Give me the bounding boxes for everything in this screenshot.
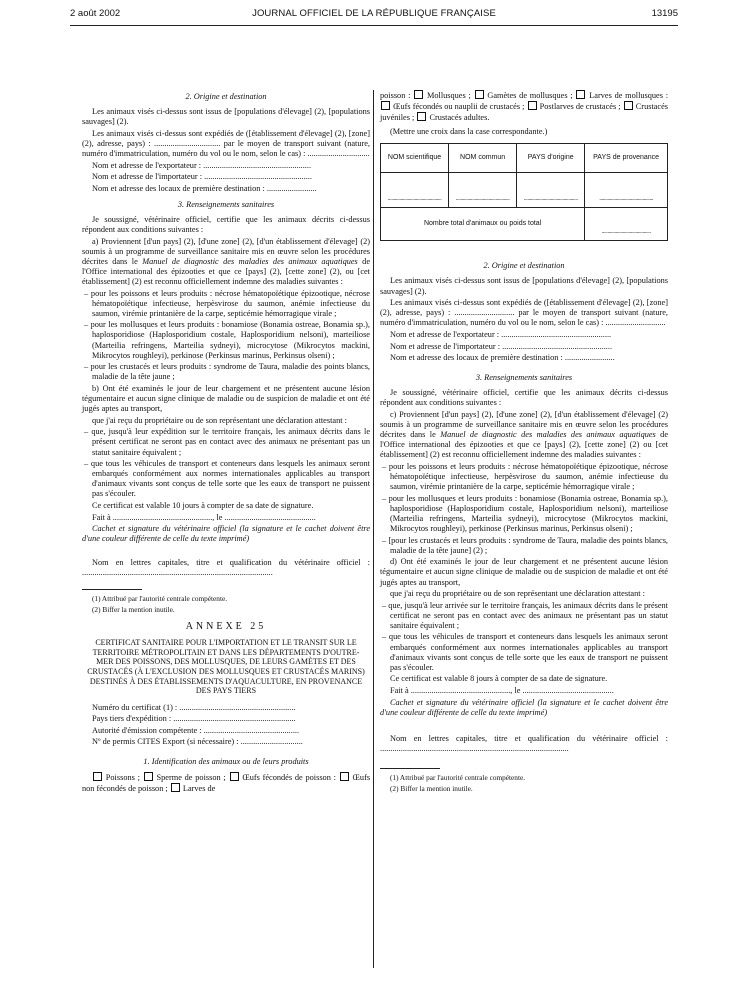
checkbox-crustaces-adultes[interactable] <box>417 112 426 121</box>
label-oeufs-non-fecondes: Œufs non fécondés de poisson ; <box>82 772 371 793</box>
identification-heading: 1. Identification des animaux ou de leurs produits <box>143 756 309 766</box>
right-intro: Je soussigné, vétérinaire officiel, certifie que les animaux décrits ci-dessus répondent aux conditions suivantes : <box>380 388 668 408</box>
left-fish-diseases: – pour les poissons et leurs produits : nécrose hématopoïétique épizootique, nécrose hématopoïétique infectieuse, herpèsvirose du saumon, anémie infectieuse du saumon, virémie printanière de la carpe, septicémie hémorragique virale ; <box>84 288 370 318</box>
left-importer: Nom et adresse de l'importateur : .................................................... <box>92 172 312 182</box>
left-condition-b: b) Ont été examinés le jour de leur chargement et ne présentent aucune lésion tégumentaire et aucun signe clinique de maladie ou de suspicion de maladie et ont été jugés aptes au transport, <box>82 383 370 414</box>
species-checkboxes-left <box>82 772 370 794</box>
left-origin-p2: Les animaux visés ci-dessus sont expédiés de ([établissement d'élevage] (2), [zone] (2), adresse, pays) : ................................ par le moyen de transport suivant (nature, numéro d'immatriculation, numéro du vol ou le nom, selon le cas) : .............................. <box>82 128 370 158</box>
right-c-start: c) Proviennent [d'un pays] (2), [d'une zone] (2), [d'un établissement d'élevage] (2) soumis à un programme de surveillance sanitaire mis en œuvre selon les procédures décrites dans le <box>380 410 668 440</box>
right-declaration-1: – que, jusqu'à leur arrivée sur le territoire français, les animaux décrits dans le présent certificat ne seront pas en contact avec des animaux ne présentant pas un statut sanitaire équivalent ; <box>382 600 668 630</box>
right-fish-diseases: – pour les poissons et leurs produits : nécrose hématopoïétique épizootique, nécrose hématopoïétique infectieuse, herpèsvirose du saumon, anémie infectieuse du saumon, virémie printanière de la carpe, septicémie hémorragique virale ; <box>382 461 668 492</box>
left-intro: Je soussigné, vétérinaire officiel, certifie que les animaux décrits ci-dessus répondent aux conditions suivantes : <box>82 214 370 235</box>
checkbox-larves-mollusques[interactable] <box>576 90 585 99</box>
header-journal-title: JOURNAL OFFICIEL DE LA RÉPUBLIQUE FRANÇAISE <box>252 8 496 19</box>
right-declaration-2: – que tous les véhicules de transport et conteneurs dans lesquels les animaux seront embarqués conformément aux normes internationales applicables au transport d'animaux vivants sont conçus de telle sorte que les eaux de transport ne puissent pas s'écouler. <box>382 632 668 672</box>
left-crustacean-diseases: – pour les crustacés et leurs produits : syndrome de Taura, maladie des points blancs, maladie de la tête jaune ; <box>84 362 370 382</box>
right-premises: Nom et adresse des locaux de première destination : ........................ <box>390 353 615 363</box>
left-validity: Ce certificat est valable 10 jours à compter de sa date de signature. <box>92 500 314 510</box>
left-origin-heading: 2. Origine et destination <box>185 92 267 101</box>
label-mollusques: Mollusques ; <box>427 91 471 100</box>
right-fait: Fait à ................................................, le ............................................ <box>390 685 614 695</box>
header-date: 2 août 2002 <box>70 8 121 19</box>
checkbox-poissons[interactable] <box>93 772 102 781</box>
page-header <box>70 8 678 22</box>
checkbox-mollusques[interactable] <box>414 90 423 99</box>
cites-permit: Nº de permis CITES Export (si nécessaire) : .............................. <box>92 737 303 747</box>
right-origin-p1: Les animaux visés ci-dessus sont issus de [populations d'élevage] (2), [populations sauvages] (2). <box>380 276 668 296</box>
checkbox-postlarves[interactable] <box>528 101 537 110</box>
left-footnote-1: (1) Attribué par l'autorité centrale compétente. <box>92 593 228 603</box>
header-rule <box>70 25 678 26</box>
col-origin-country: PAYS d'origine <box>517 144 585 173</box>
checkbox-larves-poisson[interactable] <box>171 783 180 792</box>
right-sanitary-heading: 3. Renseignements sanitaires <box>475 373 573 383</box>
annex-title: CERTIFICAT SANITAIRE POUR L'IMPORTATION ET LE TRANSIT SUR LE TERRITOIRE MÉTROPOLITAIN ET DANS LES DÉPARTEMENTS D'OUTRE-MER DES POISSONS, DES MOLLUSQUES, DE LEURS GAMÈTES ET DES CRUSTACÉS (À L'EXCLUSION DES MOLLUSQUES ET CRUSTACÉS MARINS) DESTINÉS À DES ÉTABLISSEMENTS D'AQUACULTURE, EN PROVENANCE DES PAYS TIERS <box>87 638 365 696</box>
right-c-manual: Manuel de diagnostic des maladies des animaux aquatiques <box>440 430 656 440</box>
cell-origin-country[interactable]: .............................................. <box>517 173 585 208</box>
left-sanitary-heading: 3. Renseignements sanitaires <box>177 199 275 209</box>
left-a-end: de l'Office international des épizooties et que ce [pays] (2), [cette zone] (2), ou [cet établissement] (2) est reconnu officiellement indemne des maladies suivantes : <box>82 256 371 286</box>
total-value[interactable]: .......................................... <box>585 208 668 241</box>
annex-number: ANNEXE 25 <box>185 621 267 633</box>
issuing-authority: Autorité d'émission compétente : .............................................. <box>92 725 300 735</box>
col-provenance-country: PAYS de provenance <box>585 144 668 173</box>
left-a-start: a) Proviennent [d'un pays] (2), [d'une zone] (2), [d'un établissement d'élevage] (2) soumis à un programme de surveillance sanitaire mis en œuvre selon les procédures décrites dans le <box>82 236 370 266</box>
right-origin-heading: 2. Origine et destination <box>483 261 565 271</box>
left-veterinarian-name: Nom en lettres capitales, titre et qualification du vétérinaire officiel : ............................................................................................ <box>82 558 370 578</box>
cell-common-name[interactable]: .............................................. <box>449 173 517 208</box>
checkbox-instruction: (Mettre une croix dans la case correspondante.) <box>390 127 548 137</box>
right-crustacean-diseases: – [pour les crustacés et leurs produits : syndrome de Taura, maladie des points blancs, maladie de la tête jaune] (2) ; <box>382 535 668 555</box>
left-footnote-rule <box>82 589 142 590</box>
right-validity: Ce certificat est valable 8 jours à compter de sa date de signature. <box>390 674 608 684</box>
right-importer: Nom et adresse de l'importateur : ..................................................... <box>390 341 613 351</box>
col-common-name: NOM commun <box>449 144 517 173</box>
right-cachet: Cachet et signature du vétérinaire officiel (la signature et le cachet doivent être d'une couleur différente de celle du texte imprimé) <box>380 697 668 717</box>
left-declaration-2: – que tous les véhicules de transport et conteneurs dans lesquels les animaux seront embarqués conformément aux normes internationales applicables au transport d'animaux vivants sont conçus de telle sorte que les eaux de transport ne puissent pas s'écouler. <box>84 459 370 499</box>
left-fait: Fait à ................................................, le ............................................ <box>92 512 316 522</box>
total-label: Nombre total d'animaux ou poids total <box>381 208 585 241</box>
right-exporter: Nom et adresse de l'exportateur : ..................................................... <box>390 329 612 339</box>
right-column <box>380 90 668 795</box>
label-sperme: Sperme de poisson ; <box>156 772 226 782</box>
cell-provenance-country[interactable]: .............................................. <box>585 173 668 208</box>
label-poissons: Poissons ; <box>105 772 140 782</box>
column-divider <box>373 90 374 968</box>
left-footnote-2: (2) Biffer la mention inutile. <box>92 604 175 614</box>
left-premises: Nom et adresse des locaux de première destination : ........................ <box>92 183 317 193</box>
label-crustaces-juveniles: Crustacés juvéniles ; <box>380 102 669 123</box>
checkbox-sperme[interactable] <box>144 772 153 781</box>
left-received: que j'ai reçu du propriétaire ou de son représentant une déclaration attestant : <box>92 415 347 425</box>
label-gametes-mollusques: Gamètes de mollusques ; <box>487 91 573 100</box>
shipping-country: Pays tiers d'expédition : ........................................................... <box>92 714 296 724</box>
label-crustaces-adultes: Crustacés adultes. <box>429 113 490 123</box>
label-poisson-cont: poisson : <box>380 91 411 100</box>
right-footnote-2: (2) Biffer la mention inutile. <box>390 783 473 793</box>
species-checkboxes-right <box>380 90 668 123</box>
right-footnote-1: (1) Attribué par l'autorité centrale compétente. <box>390 772 526 782</box>
label-postlarves: Postlarves de crustacés ; <box>539 102 621 112</box>
right-mollusc-diseases: – pour les mollusques et leurs produits : bonamiose (Bonamia ostreae, Bonamia sp.), haplosporidiose (Haplosporidium costale, Haplosporidium nelsoni), marteiliose (Marteilia refringens, Marteilia sydneyi), microcytose (Mikrocytos mackini, Mikrocytos roughleyi), perkinose (Perkinsus marinus, Perkinsus olseni) ; <box>382 493 668 534</box>
label-oeufs-crustaces: Œufs fécondés ou nauplii de crustacés ; <box>393 102 525 112</box>
header-page-number: 13195 <box>651 8 678 19</box>
animals-table <box>380 143 668 241</box>
left-declaration-1: – que, jusqu'à leur expédition sur le territoire français, les animaux décrits dans le présent certificat ne seront pas en contact avec des animaux ne présentant pas un statut sanitaire équivalent ; <box>84 427 370 457</box>
left-origin-p1: Les animaux visés ci-dessus sont issus de [populations d'élevage] (2), [populations sauvages] (2). <box>82 107 370 127</box>
left-condition-a <box>82 237 370 287</box>
left-exporter: Nom et adresse de l'exportateur : .................................................... <box>92 160 312 170</box>
checkbox-oeufs-non-fecondes[interactable] <box>340 772 349 781</box>
label-oeufs-fecondes: Œufs fécondés de poisson : <box>242 772 336 782</box>
right-footnote-rule <box>380 768 440 769</box>
right-condition-d: d) Ont été examinés le jour de leur chargement et ne présentent aucune lésion tégumentaire et aucun signe clinique de maladie ou de suspicion de maladie et ont été jugés aptes au transport, <box>380 557 668 587</box>
checkbox-oeufs-crustaces[interactable] <box>381 101 390 110</box>
left-mollusc-diseases: – pour les mollusques et leurs produits : bonamiose (Bonamia ostreae, Bonamia sp.), haplosporidiose (Haplosporidium costale, Haplosporidium nelsoni), marteiliose (Marteilia refringens, Marteilia sydneyi), microcytose (Mikrocytos mackini, Mikrocytos roughleyi), perkinose (Perkinsus marinus, Perkinsus olseni) ; <box>84 320 370 360</box>
left-a-manual: Manuel de diagnostic des maladies des animaux aquatiques <box>142 256 358 266</box>
right-condition-c <box>380 410 668 460</box>
checkbox-gametes-mollusques[interactable] <box>475 90 484 99</box>
cell-scientific-name[interactable]: .............................................. <box>381 173 449 208</box>
col-scientific-name: NOM scientifique <box>381 144 449 173</box>
left-cachet: Cachet et signature du vétérinaire officiel (la signature et le cachet doivent être d'une couleur différente de celle du texte imprimé) <box>82 524 370 544</box>
right-received: que j'ai reçu du propriétaire ou de son représentant une déclaration attestant : <box>390 589 645 599</box>
label-larves-poisson: Larves de <box>182 783 216 793</box>
checkbox-oeufs-fecondes[interactable] <box>230 772 239 781</box>
right-c-end: de l'Office international des épizooties et que ce [pays] (2), [cette zone] (2) ou [cet établissement] (2) est reconnu officiellement indemne des maladies suivantes : <box>380 430 669 460</box>
right-veterinarian-name: Nom en lettres capitales, titre et qualification du vétérinaire officiel : ........................................................................................... <box>380 733 668 753</box>
label-larves-mollusques: Larves de mollusques : <box>589 91 669 100</box>
checkbox-crustaces-juveniles[interactable] <box>624 101 633 110</box>
certificate-number: Numéro du certificat (1) : ........................................................ <box>92 702 296 712</box>
right-origin-p2: Les animaux visés ci-dessus sont expédiés de ([établissement d'élevage] (2), [zone] (2), adresse, pays) : ............................. par le moyen de transport suivant (nature, numéro d'immatriculation, numéro du vol ou le nom, selon le cas) : ............................. <box>380 298 668 328</box>
left-column <box>82 86 370 795</box>
